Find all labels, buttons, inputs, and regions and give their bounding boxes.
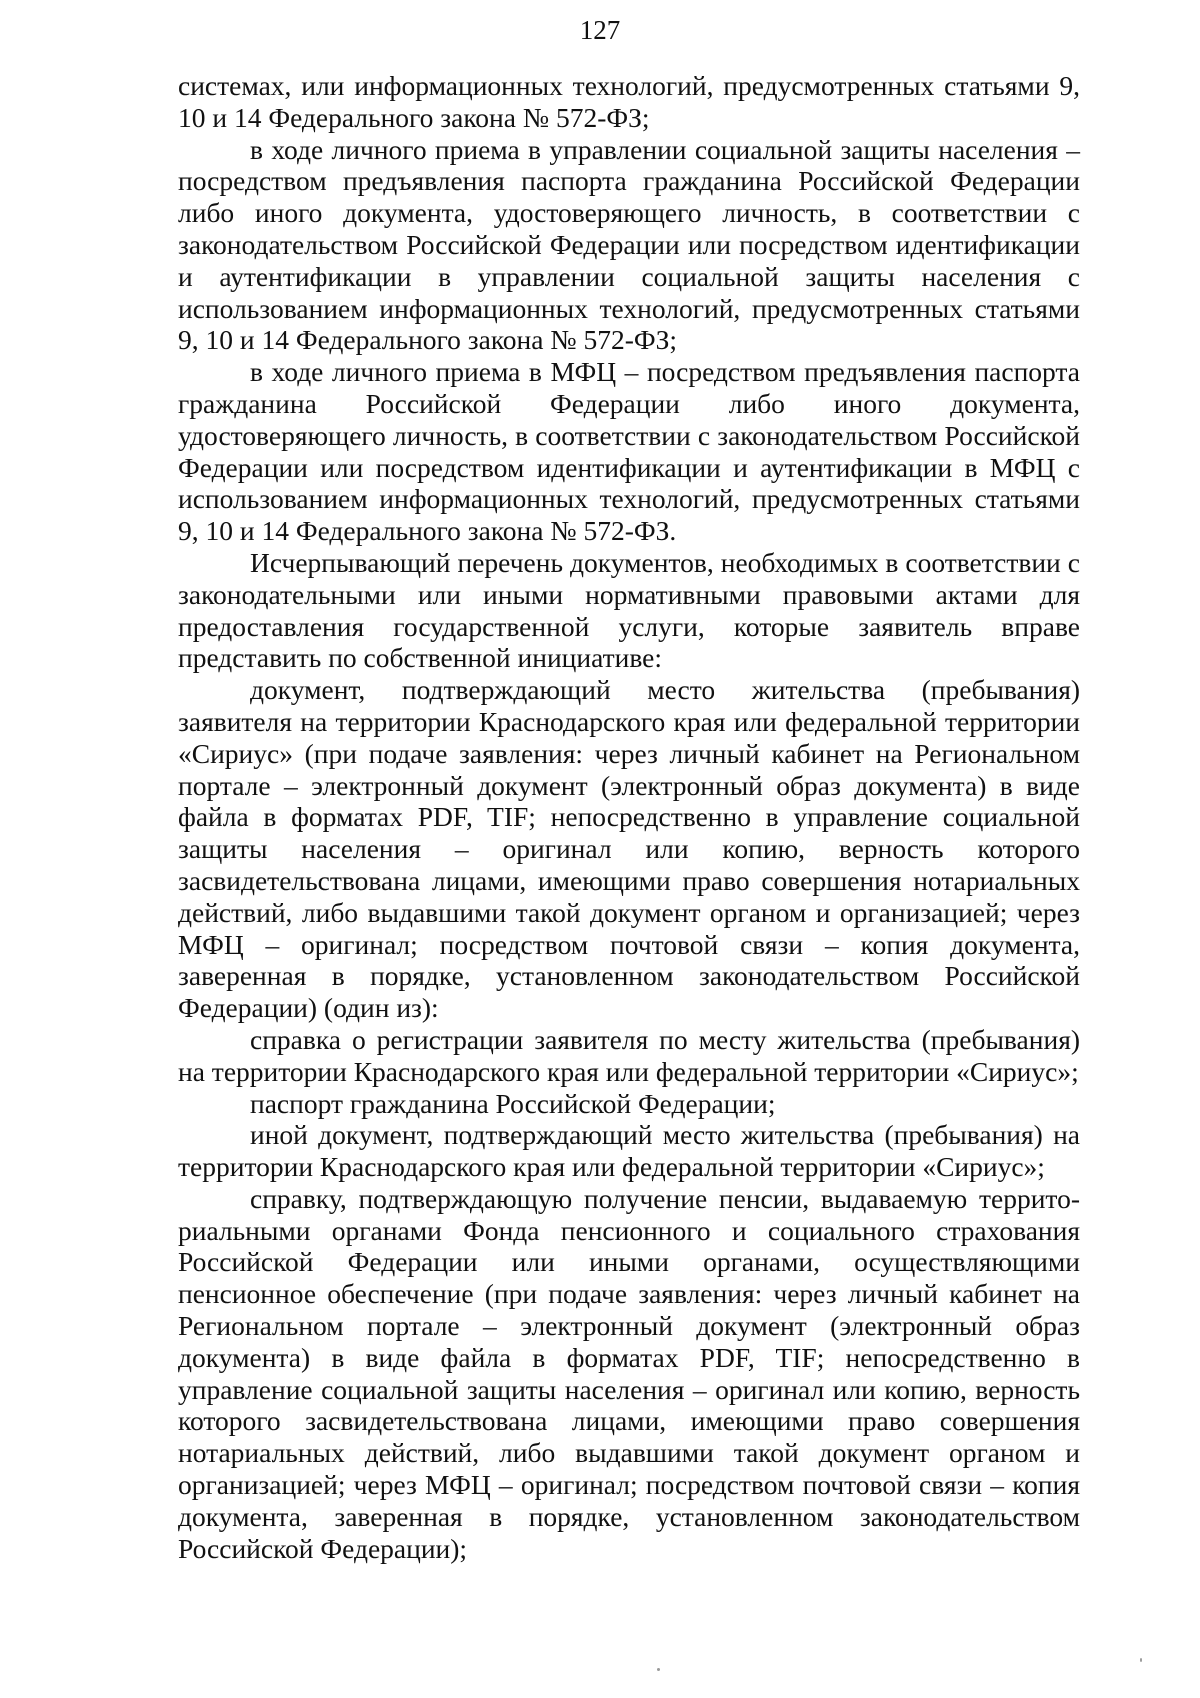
paragraph-continuation: системах, или информационных технологий, предусмотренных статьями 9, 10 и 14 Федерального закона № 572-ФЗ; [178, 70, 1080, 133]
paragraph-pension-certificate: справку, подтверждающую получение пенсии, выдаваемую территориальными органами Фонда пенсионного и социального страхования Российской Федерации или иными органами, осуществляющими пенсионное обеспечение (при подаче заявления: через личный кабинет на Региональном портале – электронный документ (электронный образ документа) в виде файла в форматах PDF, TIF; непосредственно в управление социальной защиты населения – оригинал или копию, верность которого засвидетельствована лицами, имеющими право совершения нотариальных действий, либо выдавшими такой документ органом и организацией; через МФЦ – оригинал; посредством почтовой связи – копия документа, заверенная в порядке, установленном законодательством Российской Федерации); [178, 1182, 1080, 1564]
paragraph-personal-reception-social-protection: в ходе личного приема в управлении социальной защиты населения – посредством предъявления паспорта гражданина Российской Федерации либо иного документа, удостоверяющего личность, в соответствии с законодательством Российской Федерации или посредством идентификации и аутентификации в управлении социальной защиты населения с использованием информационных технологий, предусмотренных статьями 9, 10 и 14 Федерального закона № 572-ФЗ; [178, 133, 1080, 356]
scan-speck [657, 1668, 660, 1671]
scan-speck [1140, 1658, 1142, 1662]
paragraph-residence-document: документ, подтверждающий место жительства (пребывания) заявителя на территории Краснодарского края или федеральной территории «Сириус» (при подаче заявления: через личный кабинет на Региональном портале – электронный документ (электронный образ документа) в виде файла в форматах PDF, TIF; непосредственно в управление социальной защиты населения – оригинал или копию, верность которого засвидетельствована лицами, имеющими право совершения нотариальных действий, либо выдавшими такой документ органом и организацией; через МФЦ – оригинал; посредством почтовой связи – копия документа, заверенная в порядке, установленном законодательством Российской Федерации) (один из): [178, 674, 1080, 1024]
paragraph-personal-reception-mfc: в ходе личного приема в МФЦ – посредством предъявления паспорта гражданина Российской Федерации либо иного документа, удостоверяющего личность, в соответствии с законодательством Российской Федерации или посредством идентификации и аутентификации в МФЦ с использованием информационных технологий, предусмотренных статьями 9, 10 и 14 Федерального закона № 572-ФЗ. [178, 356, 1080, 547]
page-number: 127 [579, 15, 621, 45]
paragraph-exhaustive-document-list: Исчерпывающий перечень документов, необходимых в соответствии с законодательными или иными нормативными правовыми актами для предоставления государственной услуги, которые заявитель вправе представить по собственной инициативе: [178, 546, 1080, 674]
document-body [178, 70, 1080, 1564]
paragraph-other-residence-document: иной документ, подтверждающий место жительства (пребывания) на территории Краснодарского края или федеральной территории «Сириус»; [178, 1119, 1080, 1183]
paragraph-registration-certificate: справка о регистрации заявителя по месту жительства (пребывания) на территории Краснодарского края или федеральной территории «Сириус»; [178, 1023, 1080, 1087]
paragraph-passport: паспорт гражданина Российской Федерации; [250, 1087, 776, 1119]
